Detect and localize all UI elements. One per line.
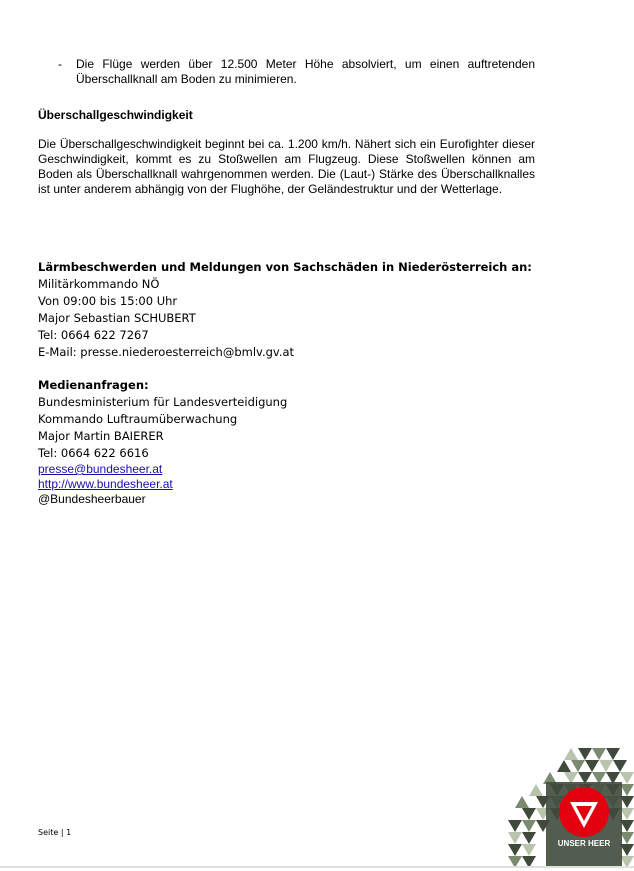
media-contact-block (38, 377, 287, 462)
media-title: Medienanfragen: (38, 378, 149, 392)
page-number: Seite | 1 (38, 828, 72, 837)
complaints-email: E-Mail: presse.niederoesterreich@bmlv.gv.at (38, 345, 295, 359)
email-link[interactable]: presse@bundesheer.at (38, 462, 163, 476)
section-heading: Überschallgeschwindigkeit (38, 108, 193, 122)
media-line: Tel: 0664 622 6616 (38, 446, 149, 460)
social-handle: @Bundesheerbauer (38, 492, 146, 506)
bullet-text: Die Flüge werden über 12.500 Meter Höhe absolviert, um einen auftretenden Überschallknall am Boden zu minimieren. (76, 57, 535, 86)
complaints-line: Major Sebastian SCHUBERT (38, 311, 196, 325)
complaints-title: Lärmbeschwerden und Meldungen von Sachschäden in Niederösterreich an: (38, 260, 532, 274)
complaints-line: Tel: 0664 622 7267 (38, 328, 149, 342)
media-line: Bundesministerium für Landesverteidigung (38, 395, 288, 409)
unser-heer-logo (508, 748, 634, 871)
media-line: Kommando Luftraumüberwachung (38, 412, 238, 426)
complaints-line: Militärkommando NÖ (38, 277, 160, 291)
website-link[interactable]: http://www.bundesheer.at (38, 477, 173, 491)
complaints-contact-block (38, 259, 532, 361)
bullet-marker: - (58, 57, 62, 71)
page-bottom-divider (0, 866, 634, 868)
media-links-block (38, 462, 173, 507)
section-paragraph: Die Überschallgeschwindigkeit beginnt bei ca. 1.200 km/h. Nähert sich ein Eurofighter dieser Geschwindigkeit, kommt es zu Stoßwellen am Flugzeug. Diese Stoßwellen können am Boden als Überschallknall wahrgenommen werden. Die (Laut-) Stärke des Überschallknalles ist unter anderem abhängig von der Flughöhe, der Geländestruktur und der Wetterlage. (38, 137, 535, 196)
complaints-line: Von 09:00 bis 15:00 Uhr (38, 294, 178, 308)
media-line: Major Martin BAIERER (38, 429, 164, 443)
logo-label: UNSER HEER (557, 839, 611, 848)
